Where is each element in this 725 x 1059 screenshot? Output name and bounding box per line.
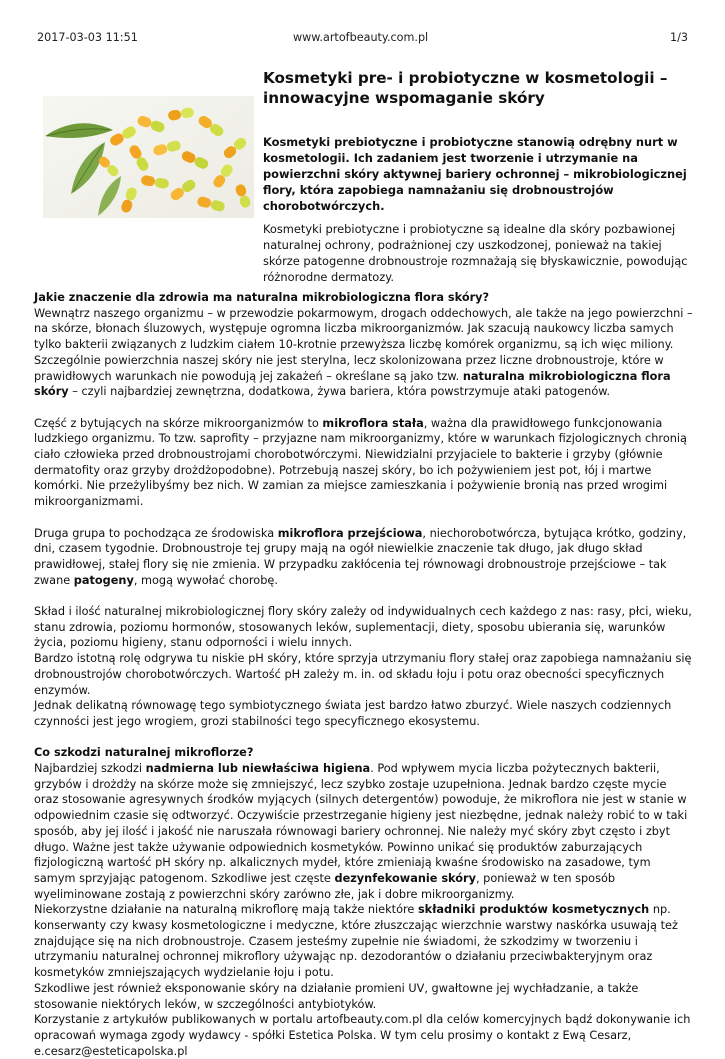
section-heading-flora: Jakie znaczenie dla zdrowia ma naturalna mikrobiologiczna flora skóry?: [34, 291, 490, 304]
article-lead: Kosmetyki prebiotyczne i probiotyczne stanowią odrębny nurt w kosmetologii. Ich zadaniem jest tworzenie i utrzymanie na powierzchni skóry aktywnej bariery ochronnej – mikrobiologicznej flory, która zapobiega namnażaniu się drobnoustrojów chorobotwórczych.: [263, 135, 687, 213]
article-title: Kosmetyki pre- i probiotyczne w kosmetologii – innowacyjne wspomaganie skóry: [263, 69, 668, 107]
paragraph-flora-factors: Skład i ilość naturalnej mikrobiologicznej flory skóry zależy od indywidualnych cech każdego z nas: rasy, płci, wieku, stanu zdrowia, poziomu hormonów, stosowanych leków, suplementacji, diety, sposobu ubierania się, warunków życia, poziomu higieny, stanu odporności i wielu innych.: [34, 605, 692, 650]
print-datetime: 2017-03-03 11:51: [37, 31, 138, 44]
paragraph-uv-damage: Szkodliwe jest również eksponowanie skóry na działanie promieni UV, gwałtowne jej wychładzanie, a także stosowanie niektórych leków, w szczególności antybiotyków.: [34, 981, 639, 1011]
paragraph-hygiene: Najbardziej szkodzi nadmierna lub niewłaściwa higiena. Pod wpływem mycia liczba pożytecznych bakterii, grzybów i drożdży na skórze może się zmniejszyć, lecz szybko zostaje uzupełniona. Jednak bardzo częste mycie oraz stosowanie agresywnych środków myjących (silnych detergentów) powoduje, że mikroflora nie jest w stanie w odpowiednim czasie się odtworzyć. Oczywiście przestrzeganie higieny jest niezbędne, jednak należy robić to w taki sposób, aby jej ilość i jakość nie naruszała równowagi bariery ochronnej. Nie należy myć skóry zbyt często i zbyt długo. Ważne jest także używanie odpowiednich kosmetyków. Powinno unikać się produktów zaburzających fizjologiczną wartość pH skóry np. alkalicznych mydeł, które zmieniają kwaśne środowisko na zasadowe, tym samym sprzyjając patogenom. Szkodliwe jest częste dezynfekowanie skóry, ponieważ w ten sposób wyeliminowane zostają z powierzchni skóry zarówno złe, jak i dobre mikroorganizmy.: [34, 762, 688, 901]
paragraph-flora-intro: Wewnątrz naszego organizmu – w przewodzie pokarmowym, drogach oddechowych, ale także na jego powierzchni – na skórze, błonach śluzowych, występuje ogromna liczba mikroorganizmów. Jak szacują naukowcy liczba samych tylko bakterii związanych z ludzkim ciałem 10-krotnie przewyższa liczbę komórek organizmu, są ich więc miliony. Szczególnie powierzchnia naszej skóry nie jest sterylna, lecz skolonizowana przez liczne drobnoustroje, które w prawidłowych warunkach nie powodują jej zakażeń – określane są jako tzw. naturalna mikrobiologiczna flora skóry – czyli najbardziej zewnętrzna, dodatkowa, żywa bariera, która powstrzymuje ataki patogenów.: [34, 306, 693, 399]
paragraph-skin-ph: Bardzo istotną rolę odgrywa tu niskie pH skóry, które sprzyja utrzymaniu flory stałej oraz zapobiega namnażaniu się drobnoustrojów chorobotwórczych. Wartość pH zależy m. in. od składu łoju i potu oraz obecności specyficznych enzymów.: [34, 652, 692, 697]
paragraph-transient-microflora: Druga grupa to pochodząca ze środowiska mikroflora przejściowa, niechorobotwórcza, bytująca krótko, godziny, dni, czasem tygodnie. Drobnoustroje tej grupy mają na ogół niewielkie znaczenie tak długo, jak długo skład prawidłowej, stałej flory się nie zmienia. W przypadku zakłócenia tej równowagi drobnoustroje przejściowe – tak zwane patogeny, mogą wywołać chorobę.: [34, 526, 687, 587]
print-site-url: www.artofbeauty.com.pl: [293, 31, 429, 44]
paragraph-copyright: Korzystanie z artykułów publikowanych w portalu artofbeauty.com.pl dla celów komercyjnych bądź dokonywanie ich opracowań wymaga zgody wydawcy - spółki Estetica Polska. W tym celu prosimy o kontakt z Ewą Cesarz, e.cesarz@esteticapolska.pl: [34, 1013, 691, 1058]
paragraph-cosmetic-ingredients: Niekorzystne działanie na naturalną mikroflorę mają także niektóre składniki produktów kosmetycznych np. konserwanty czy kwasy kosmetologiczne i medyczne, które złuszczając wierzchnie warstwy naskórka usuwają też znajdujące się na nich drobnoustroje. Czasem jesteśmy zupełnie nie świadomi, że szkodzimy w tworzeniu i utrzymaniu naturalnej ochronnej mikroflory używając np. dezodorantów o działaniu przeciwbakteryjnym oraz kosmetyków zmniejszających wydzielanie łoju i potu.: [34, 903, 678, 980]
print-page-number: 1/3: [669, 31, 688, 44]
article-body: [34, 290, 694, 1059]
section-heading-harm: Co szkodzi naturalnej mikroflorze?: [34, 746, 254, 760]
capsules-image: [43, 96, 254, 218]
article-intro: Kosmetyki prebiotyczne i probiotyczne są idealne dla skóry pozbawionej naturalnej ochrony, podrażnionej czy uszkodzonej, ponieważ na takiej skórze patogenne drobnoustroje rozmnażają się błyskawicznie, powodując różnorodne dermatozy.: [263, 222, 688, 284]
paragraph-balance: Jednak delikatną równowagę tego symbiotycznego świata jest bardzo łatwo zburzyć. Wiele naszych codziennych czynności jest jego wrogiem, grozi stabilności tego specyficznego ekosystemu.: [34, 699, 672, 728]
paragraph-stable-microflora: Część z bytujących na skórze mikroorganizmów to mikroflora stała, ważna dla prawidłowego funkcjonowania ludzkiego organizmu. To tzw. saprofity – przyjazne nam mikroorganizmy, które w warunkach fizjologicznych chronią ciało człowieka przed drobnoustrojami chorobotwórczymi. Niewidzialni przyjaciele to bakterie i grzyby (głównie dermatofity oraz grzyby drożdżopodobne). Potrzebują naszej skóry, bo ich pożywieniem jest pot, łój i martwe komórki. Nie przeżylibyśmy bez nich. W zamian za miejsce zamieszkania i pożywienie bronią nas przed wrogimi mikroorganizmami.: [34, 416, 687, 509]
